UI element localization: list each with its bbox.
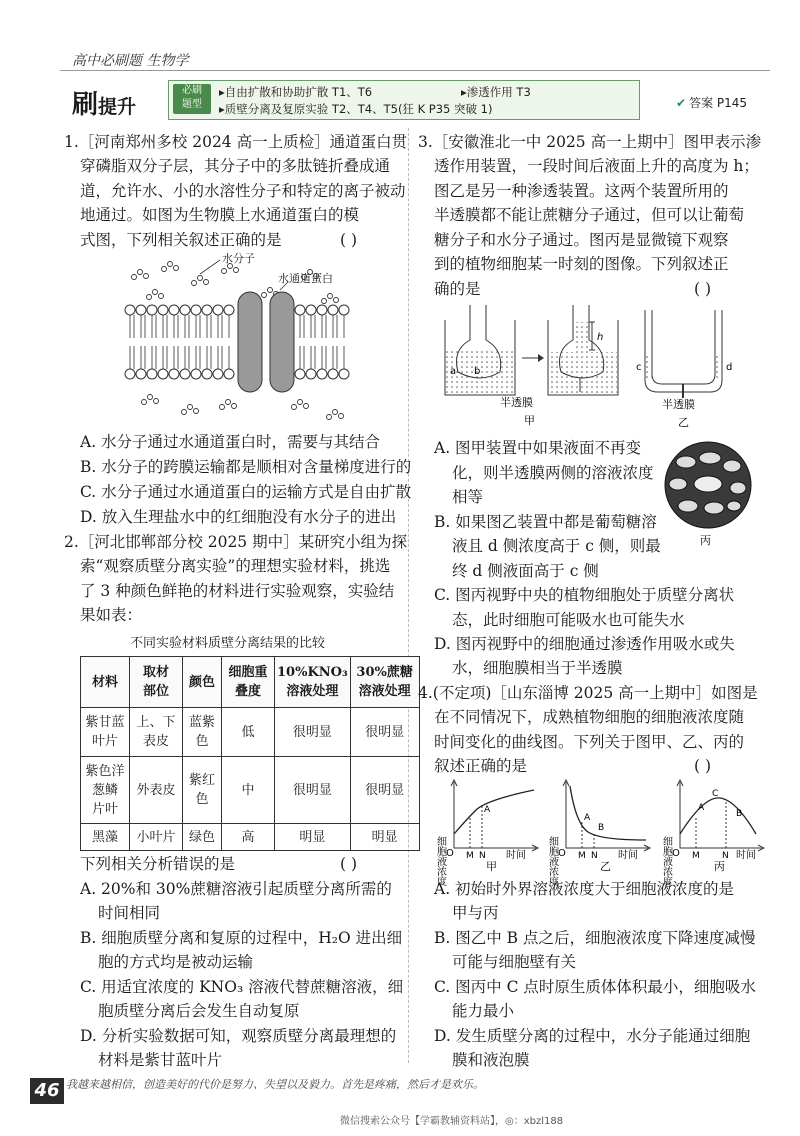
q3-stem-line: 到的植物细胞某一时刻的图像。下列叙述正 [434,255,729,273]
table-cell: 绿色 [183,824,222,851]
q3-option-c-cont: 态，此时细胞可能吸水也可能失水 [452,611,685,629]
section-logo [72,84,136,121]
label-b: b [474,366,481,377]
graph-point-b: B [598,823,605,833]
label-water-channel: 水通道蛋白 [278,272,333,285]
graph-ylabel: 细胞液浓度 [434,836,446,886]
q2-stem-line: 果如表： [80,606,143,624]
q1-option-a: A. 水分子通过水通道蛋白时，需要与其结合 [80,433,381,451]
label-jia: 甲 [524,414,535,427]
table-row [81,824,420,851]
q2-question: 下列相关分析错误的是 [80,855,236,873]
table-cell: 很明显 [275,757,351,824]
q4-option-a: A. 初始时外界溶液浓度大于细胞液浓度的是 [434,880,735,898]
q3-stem-line: 确的是 [434,280,481,298]
q4-stem-line: 在不同情况下，成熟植物细胞的细胞液浓度随 [434,708,745,726]
graph-origin: O [558,848,566,859]
table-header-cell: 30%蔗糖 溶液处理 [350,657,419,708]
table-header-cell: 细胞重 叠度 [222,657,275,708]
q2-option-d-cont: 材料是紫甘蓝叶片 [98,1051,223,1069]
curve-jia [454,790,534,834]
table-row [81,708,420,757]
q1-option-d: D. 放入生理盐水中的红细胞没有水分子的进出 [80,508,397,526]
label-water-molecule: 水分子 [222,252,255,265]
q3-answer-bracket: ( ) [694,280,712,298]
topic-tag: ▸自由扩散和协助扩散 T1、T6 [219,85,373,99]
phospholipid-tails [130,315,344,369]
graph-n: N [591,851,598,861]
table-cell: 紫色洋 葱鳞 片叶 [81,757,130,824]
q3-stem-line: 透作用装置，一段时间后液面上升的高度为 h； [434,157,759,175]
label-d: d [726,362,733,373]
label-bing: 丙 [700,534,711,547]
table-cell: 外表皮 [130,757,183,824]
q2-option-a: A. 20%和 30%蔗糖溶液引起质壁分离所需的 [80,880,392,898]
q1-option-b: B. 水分子的跨膜运输都是顺相对含量梯度进行的 [80,458,412,476]
table-cell: 小叶片 [130,824,183,851]
q2-stem-line: 2.［河北邯郸部分校 2025 期中］某研究小组为探 [64,533,408,551]
label-membrane-yi: 半透膜 [662,398,695,411]
q3-option-a-cont: 化，则半透膜两侧的溶液浓度 [452,464,654,482]
q1-stem-line: 道，允许水、小的水溶性分子和特定的离子被动 [80,182,406,200]
channel-protein-right [270,292,294,392]
graph-point-a: A [698,803,705,813]
label-a: a [450,366,457,377]
q4-option-b-cont: 可能与细胞壁有关 [452,953,577,971]
check-icon: ✔ [676,96,687,110]
q1-water-channel-figure [120,252,360,422]
topic-seal: 必刷 题型 [173,84,211,114]
q2-answer-bracket: ( ) [340,855,358,873]
topic-tag: ▸渗透作用 T3 [461,85,531,99]
graph-point-b: B [736,809,743,819]
graph-xlabel: 时间 [736,850,756,861]
graph-point-a: A [584,813,591,823]
graph-m: M [692,851,700,861]
q4-graphs [434,776,776,886]
q4-option-d-cont: 膜和液泡膜 [452,1051,530,1069]
q2-results-table [80,656,420,851]
q2-option-c: C. 用适宜浓度的 KNO₃ 溶液代替蔗糖溶液，细 [80,978,404,996]
graph-name-yi: 乙 [600,860,611,873]
table-cell: 蓝紫 色 [183,708,222,757]
q3-option-a-cont: 相等 [452,488,484,506]
arrow-head [538,354,544,362]
q3-option-b-cont: 液且 d 侧浓度高于 c 侧，则最 [452,537,661,555]
graph-origin: O [672,848,680,859]
q2-table-caption: 不同实验材料质壁分离结果的比较 [130,636,326,651]
q4-option-d: D. 发生质壁分离的过程中，水分子能通过细胞 [434,1027,751,1045]
u-tube-solution-right [715,355,721,380]
height-marker [589,322,595,350]
q3-option-c: C. 图丙视野中央的植物细胞处于质壁分离状 [434,586,735,604]
graph-point-c: C [712,789,719,799]
table-header-cell: 颜色 [183,657,222,708]
table-cell: 紫甘蓝 叶片 [81,708,130,757]
q3-stem-line: 半透膜都不能让蔗糖分子通过，但可以让葡萄 [434,206,745,224]
column-divider [408,128,409,1063]
footer-watermark: 微信搜索公众号【学霸教辅资料站】，◎：xbzl188 [340,1116,564,1127]
page-number: 46 [30,1078,64,1104]
topic-tag-box [168,80,640,120]
table-cell: 很明显 [350,757,419,824]
table-cell: 低 [222,708,275,757]
beaker-2-solution [549,352,617,394]
q4-option-b: B. 图乙中 B 点之后，细胞液浓度下降速度减慢 [434,929,756,947]
q2-option-b-cont: 胞的方式均是被动运输 [98,953,254,971]
q1-stem-line: 穿磷脂双分子层，其分子中的多肽链折叠成通 [80,157,391,175]
q3-option-d-cont: 水，细胞膜相当于半透膜 [452,659,623,677]
q3-option-b: B. 如果图乙装置中都是葡萄糖溶 [434,513,657,531]
q2-stem-line: 索“观察质壁分离实验”的理想实验材料，挑选 [80,557,391,575]
q2-option-c-cont: 胞质壁分离后会发生自动复原 [98,1002,300,1020]
q1-stem-line: 地通过。如图为生物膜上水通道蛋白的模 [80,206,360,224]
u-tube-solution-left [646,355,652,380]
footer-quote: 我越来越相信，创造美好的代价是努力、失望以及毅力。首先是疼痛，然后才是欢乐。 [66,1078,484,1091]
q2-option-d: D. 分析实验数据可知，观察质壁分离最理想的 [80,1027,397,1045]
q4-stem-line: 时间变化的曲线图。下列关于图甲、乙、丙的 [434,733,745,751]
graph-origin: O [446,848,454,859]
q3-osmosis-figure [440,300,770,432]
answer-reference: ✔ 答案 P145 [676,96,748,110]
table-cell: 上、下 表皮 [130,708,183,757]
q3-option-b-cont: 终 d 侧液面高于 c 侧 [452,562,599,580]
table-header-cell: 取材 部位 [130,657,183,708]
q3-microscope-view [660,440,760,550]
table-row [81,757,420,824]
logo-sub: 提升 [98,96,137,118]
graph-name-bing: 丙 [714,860,725,873]
u-tube [645,310,722,392]
book-subtitle: 高中必刷题 生物学 [72,53,189,69]
graph-name-jia: 甲 [486,860,497,873]
graph-xlabel: 时间 [506,850,526,861]
graph-xlabel: 时间 [618,850,638,861]
q3-stem-line: 3.［安徽淮北一中 2025 高一上期中］图甲表示渗 [418,133,762,151]
table-cell: 明显 [275,824,351,851]
table-header-cell: 材料 [81,657,130,708]
q4-option-c-cont: 能力最小 [452,1002,515,1020]
graph-n: N [479,851,486,861]
leader-line [200,260,220,274]
curve-bing [680,798,756,834]
table-header-row [81,657,420,708]
q3-stem-line: 图乙是另一种渗透装置。这两个装置所用的 [434,182,729,200]
q4-stem-line: 4.(不定项)［山东淄博 2025 高一上期中］如图是 [418,684,758,702]
table-cell: 高 [222,824,275,851]
table-header-cell: 10%KNO₃ 溶液处理 [275,657,351,708]
topic-tag: ▸质壁分离及复原实验 T2、T4、T5(狂 K P35 突破 1) [219,102,493,116]
q4-stem-line: 叙述正确的是 [434,757,528,775]
q3-stem-line: 糖分子和水分子通过。图丙是显微镜下观察 [434,231,729,249]
table-cell: 明显 [350,824,419,851]
curve-yi [570,786,646,840]
plant-cells [669,452,746,514]
q2-stem-line: 了 3 种颜色鲜艳的材料进行实验观察，实验结 [80,582,395,600]
q2-option-b: B. 细胞质壁分离和复原的过程中，H₂O 进出细 [80,929,403,947]
u-tube-inner [652,310,715,384]
q1-answer-bracket: ( ) [340,231,358,249]
graph-point-a: A [484,805,491,815]
graph-m: M [578,851,586,861]
label-membrane-jia: 半透膜 [500,396,533,409]
graph-ylabel: 细胞液浓度 [660,836,672,886]
table-cell: 中 [222,757,275,824]
graph-m: M [466,851,474,861]
label-yi: 乙 [678,416,689,429]
q1-stem-line: 1.［河南郑州多校 2024 高一上质检］通道蛋白贯 [64,133,408,151]
header-rule [60,70,770,71]
table-cell: 黑藻 [81,824,130,851]
label-h: h [597,332,604,343]
graph-ylabel: 细胞液浓度 [546,836,558,886]
q1-option-c: C. 水分子通过水通道蛋白的运输方式是自由扩散 [80,483,412,501]
channel-protein-left [238,292,262,392]
q1-stem-line: 式图，下列相关叙述正确的是 [80,231,282,249]
table-cell: 紫红 色 [183,757,222,824]
q4-answer-bracket: ( ) [694,757,712,775]
table-cell: 很明显 [275,708,351,757]
label-c: c [636,362,642,373]
tube-solution [574,322,588,352]
graph-n: N [722,851,729,861]
q4-option-a-cont: 甲与丙 [452,904,499,922]
q3-option-d: D. 图丙视野中的细胞通过渗透作用吸水或失 [434,635,735,653]
table-cell: 很明显 [350,708,419,757]
logo-main: 刷 [72,90,99,120]
q2-option-a-cont: 时间相同 [98,904,161,922]
q4-option-c: C. 图丙中 C 点时原生质体体积最小，细胞吸水 [434,978,756,996]
q3-option-a: A. 图甲装置中如果液面不再变 [434,439,642,457]
